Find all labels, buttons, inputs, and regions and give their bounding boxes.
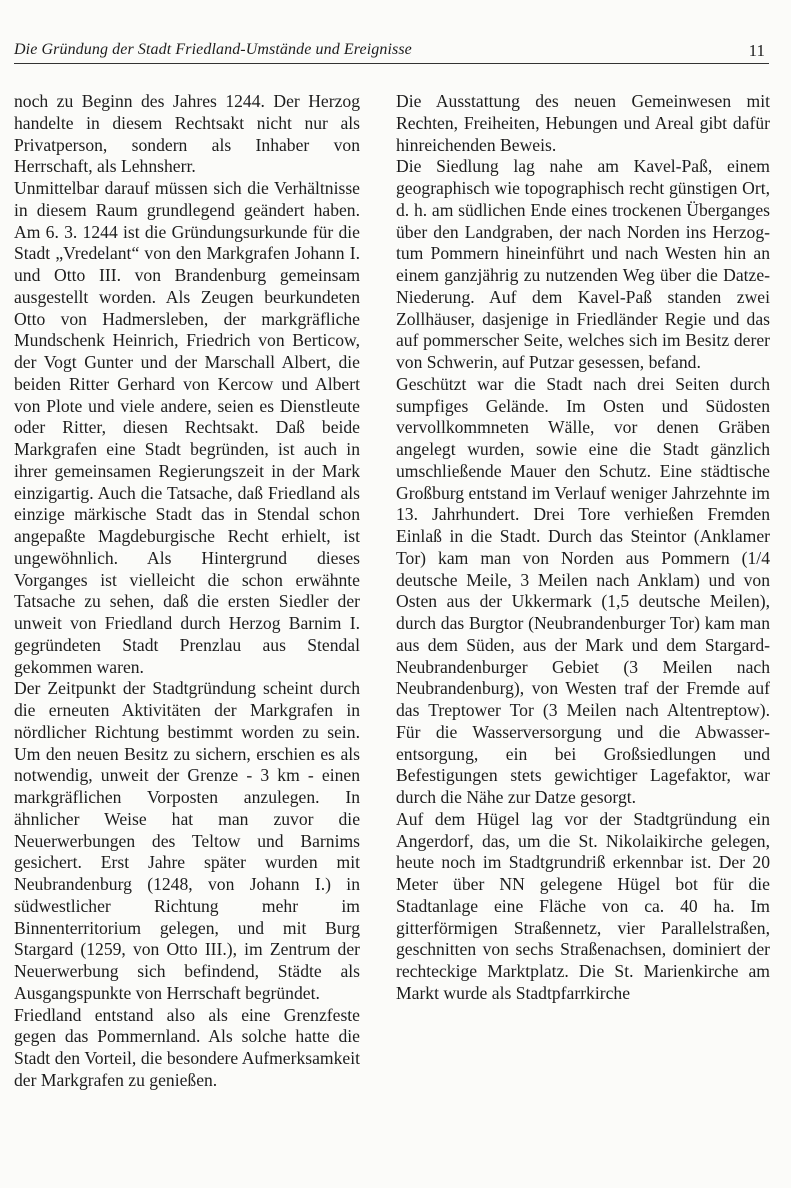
- paragraph: Die Siedlung lag nahe am Kavel-Paß, einem geographisch wie topographisch recht günstigen Ort, d. h. am südlichen Ende eines trockenen Überganges über den Landgraben, der nach Norden ins Herzogtum Pommern hineinführt und nach Westen hin an einem ganzjährig zu nutzenden Weg über die Datze-Niederung. Auf dem Kavel-Paß standen zwei Zollhäuser, dasjenige in Friedländer Regie und das auf pommerscher Seite, welches sich im Besitz derer von Schwerin, auf Putzar gesessen, befand.: [396, 156, 770, 372]
- running-header: [14, 39, 769, 64]
- paragraph: Die Ausstattung des neuen Gemeinwesen mit Rechten, Freiheiten, Hebungen und Areal gibt dafür hinreichenden Beweis.: [396, 91, 770, 155]
- paragraph: Der Zeitpunkt der Stadtgründung scheint durch die erneuten Aktivitäten der Markgrafen in nördlicher Richtung bestimmt worden zu sein. Um den neuen Besitz zu sichern, erschien es als notwendig, unweit der Grenze - 3 km - einen markgräflichen Vorposten anzulegen. In ähnlicher Weise hat man zuvor die Neuerwerbungen des Teltow und Barnims gesichert. Erst Jahre später wurden mit Neubrandenburg (1248, von Johann I.) in südwestlicher Richtung mehr im Binnenterritorium gelegen, und mit Burg Stargard (1259, von Otto III.), im Zentrum der Neuerwerbung sich befindend, Städte als Ausgangspunkte von Herrschaft begründet.: [14, 678, 360, 1003]
- right-column: [396, 91, 770, 1183]
- page-number: 11: [748, 41, 765, 60]
- paragraph: Unmittelbar darauf müssen sich die Verhältnisse in diesem Raum grundlegend geändert haben. Am 6. 3. 1244 ist die Gründungsurkunde für die Stadt „Vredelant“ von den Markgrafen Johann I. und Otto III. von Brandenburg gemeinsam ausgestellt worden. Als Zeugen beurkundeten Otto von Hadmersleben, der markgräfliche Mundschenk Heinrich, Friedrich von Berticow, der Vogt Gunter und der Marschall Albert, die beiden Ritter Gerhard von Kercow und Albert von Plote und viele andere, seien es Dienstleute oder Ritter, diesen Rechtsakt. Daß beide Markgrafen eine Stadt begründen, ist auch in ihrer gemeinsamen Regierungszeit in der Mark einzigartig. Auch die Tatsache, daß Friedland als einzige märkische Stadt das in Stendal schon angepaßte Magdeburgische Recht erhielt, ist ungewöhnlich. Als Hintergrund dieses Vorganges ist vielleicht die schon erwähnte Tatsache zu sehen, daß die ersten Siedler der unweit von Friedland durch Herzog Barnim I. gegründeten Stadt Prenzlau aus Stendal gekommen waren.: [14, 178, 360, 677]
- paragraph: Friedland entstand also als eine Grenzfeste gegen das Pommernland. Als solche hatte die Stadt den Vorteil, die besondere Aufmerksamkeit der Markgrafen zu genießen.: [14, 1004, 360, 1090]
- left-column: [14, 91, 360, 1183]
- paragraph: Auf dem Hügel lag vor der Stadtgründung ein Angerdorf, das, um die St. Nikolaikirche gelegen, heute noch im Stadtgrundriß erkennbar ist. Der 20 Meter über NN gelegene Hügel bot für die Stadtanlage eine Fläche von ca. 40 ha. Im gitterförmigen Straßennetz, vier Parallelstraßen, geschnitten von sechs Straßenachsen, dominiert der rechteckige Marktplatz. Die St. Marienkirche am Markt wurde als Stadtpfarrkirche: [396, 808, 770, 1003]
- paragraph: Geschützt war die Stadt nach drei Seiten durch sumpfiges Gelände. Im Osten und Südosten vervollkommneten Wälle, vor denen Gräben angelegt wurden, sowie eine die Stadt gänzlich umschließende Mauer den Schutz. Eine städtische Großburg entstand im Verlauf weniger Jahrzehnte im 13. Jahrhundert. Drei Tore verhießen Fremden Einlaß in die Stadt. Durch das Steintor (Anklamer Tor) kam man von Norden aus Pommern (1/4 deutsche Meile, 3 Meilen nach Anklam) und von Osten aus der Ukkermark (1,5 deutsche Meilen), durch das Burgtor (Neubrandenburger Tor) kam man aus dem Süden, aus der Mark und dem Stargard-Neubrandenburger Gebiet (3 Meilen nach Neubrandenburg), von Westen traf der Fremde auf das Treptower Tor (3 Meilen nach Altentreptow). Für die Wasserversorgung und die Abwasserentsorgung, ein bei Großsiedlungen und Befestigungen stets gewichtiger Lagefaktor, war durch die Nähe zur Datze gesorgt.: [396, 373, 770, 807]
- paragraph: noch zu Beginn des Jahres 1244. Der Herzog handelte in diesem Rechtsakt nicht nur als Privatperson, sondern als Inhaber von Herrschaft, als Lehnsherr.: [14, 91, 360, 177]
- running-header-title: Die Gründung der Stadt Friedland-Umstände und Ereignisse: [14, 41, 412, 58]
